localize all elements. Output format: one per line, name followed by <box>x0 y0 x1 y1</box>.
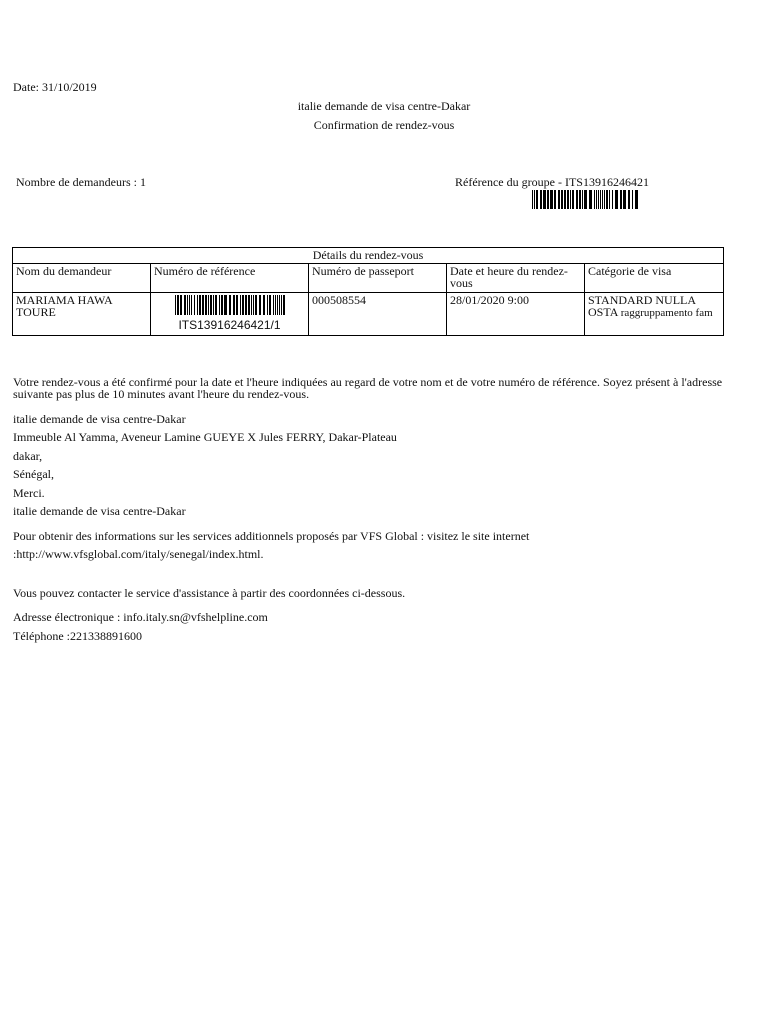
thanks-text: Merci. <box>13 486 45 500</box>
center-title: italie demande de visa centre-Dakar <box>297 99 471 113</box>
address-country: Sénégal, <box>13 467 54 481</box>
address-center-repeat: italie demande de visa centre-Dakar <box>13 504 186 518</box>
document-date: Date: 31/10/2019 <box>13 80 97 94</box>
website-link[interactable]: :http://www.vfsglobal.com/italy/senegal/index.html. <box>13 547 264 561</box>
header-visa-category: Catégorie de visa <box>585 264 724 293</box>
appointment-datetime-cell: 28/01/2020 9:00 <box>447 293 585 336</box>
group-barcode <box>532 190 640 209</box>
applicants-count: Nombre de demandeurs : 1 <box>16 175 146 189</box>
visa-category-sub: raggruppamento fam <box>620 307 713 319</box>
contact-intro: Vous pouvez contacter le service d'assistance à partir des coordonnées ci-dessous. <box>13 586 406 600</box>
header-applicant-name: Nom du demandeur <box>13 264 151 293</box>
reference-number: ITS13916246421/1 <box>178 318 281 332</box>
header-passport-number: Numéro de passeport <box>309 264 447 293</box>
visa-category-cell <box>585 293 724 336</box>
applicant-name-cell: MARIAMA HAWA TOURE <box>13 293 151 336</box>
visa-category-main: STANDARD NULLA OSTA <box>588 293 696 319</box>
document-subtitle: Confirmation de rendez-vous <box>313 118 455 132</box>
contact-phone: Téléphone :221338891600 <box>13 629 142 643</box>
group-reference: Référence du groupe - ITS13916246421 <box>455 175 649 189</box>
header-appointment-datetime: Date et heure du rendez-vous <box>447 264 585 293</box>
address-center: italie demande de visa centre-Dakar <box>13 412 186 426</box>
appointment-details-table <box>12 247 724 336</box>
info-text: Pour obtenir des informations sur les services additionnels proposés par VFS Global : visitez le site internet <box>13 529 530 543</box>
table-caption: Détails du rendez-vous <box>13 248 724 264</box>
confirmation-text: Votre rendez-vous a été confirmé pour la date et l'heure indiquées au regard de votre nom et de votre numéro de référence. Soyez présent à l'adresse suivante pas plus de 10 minutes avant l'heure du rendez-vous. <box>13 375 723 401</box>
address-street: Immeuble Al Yamma, Aveneur Lamine GUEYE X Jules FERRY, Dakar-Plateau <box>13 430 397 444</box>
address-city: dakar, <box>13 449 43 463</box>
reference-cell <box>151 293 309 336</box>
header-reference-number: Numéro de référence <box>151 264 309 293</box>
passport-number-cell: 000508554 <box>309 293 447 336</box>
table-row <box>13 293 724 336</box>
table-header-row <box>13 264 724 293</box>
contact-email: Adresse électronique : info.italy.sn@vfshelpline.com <box>13 610 268 624</box>
reference-barcode <box>175 295 285 315</box>
